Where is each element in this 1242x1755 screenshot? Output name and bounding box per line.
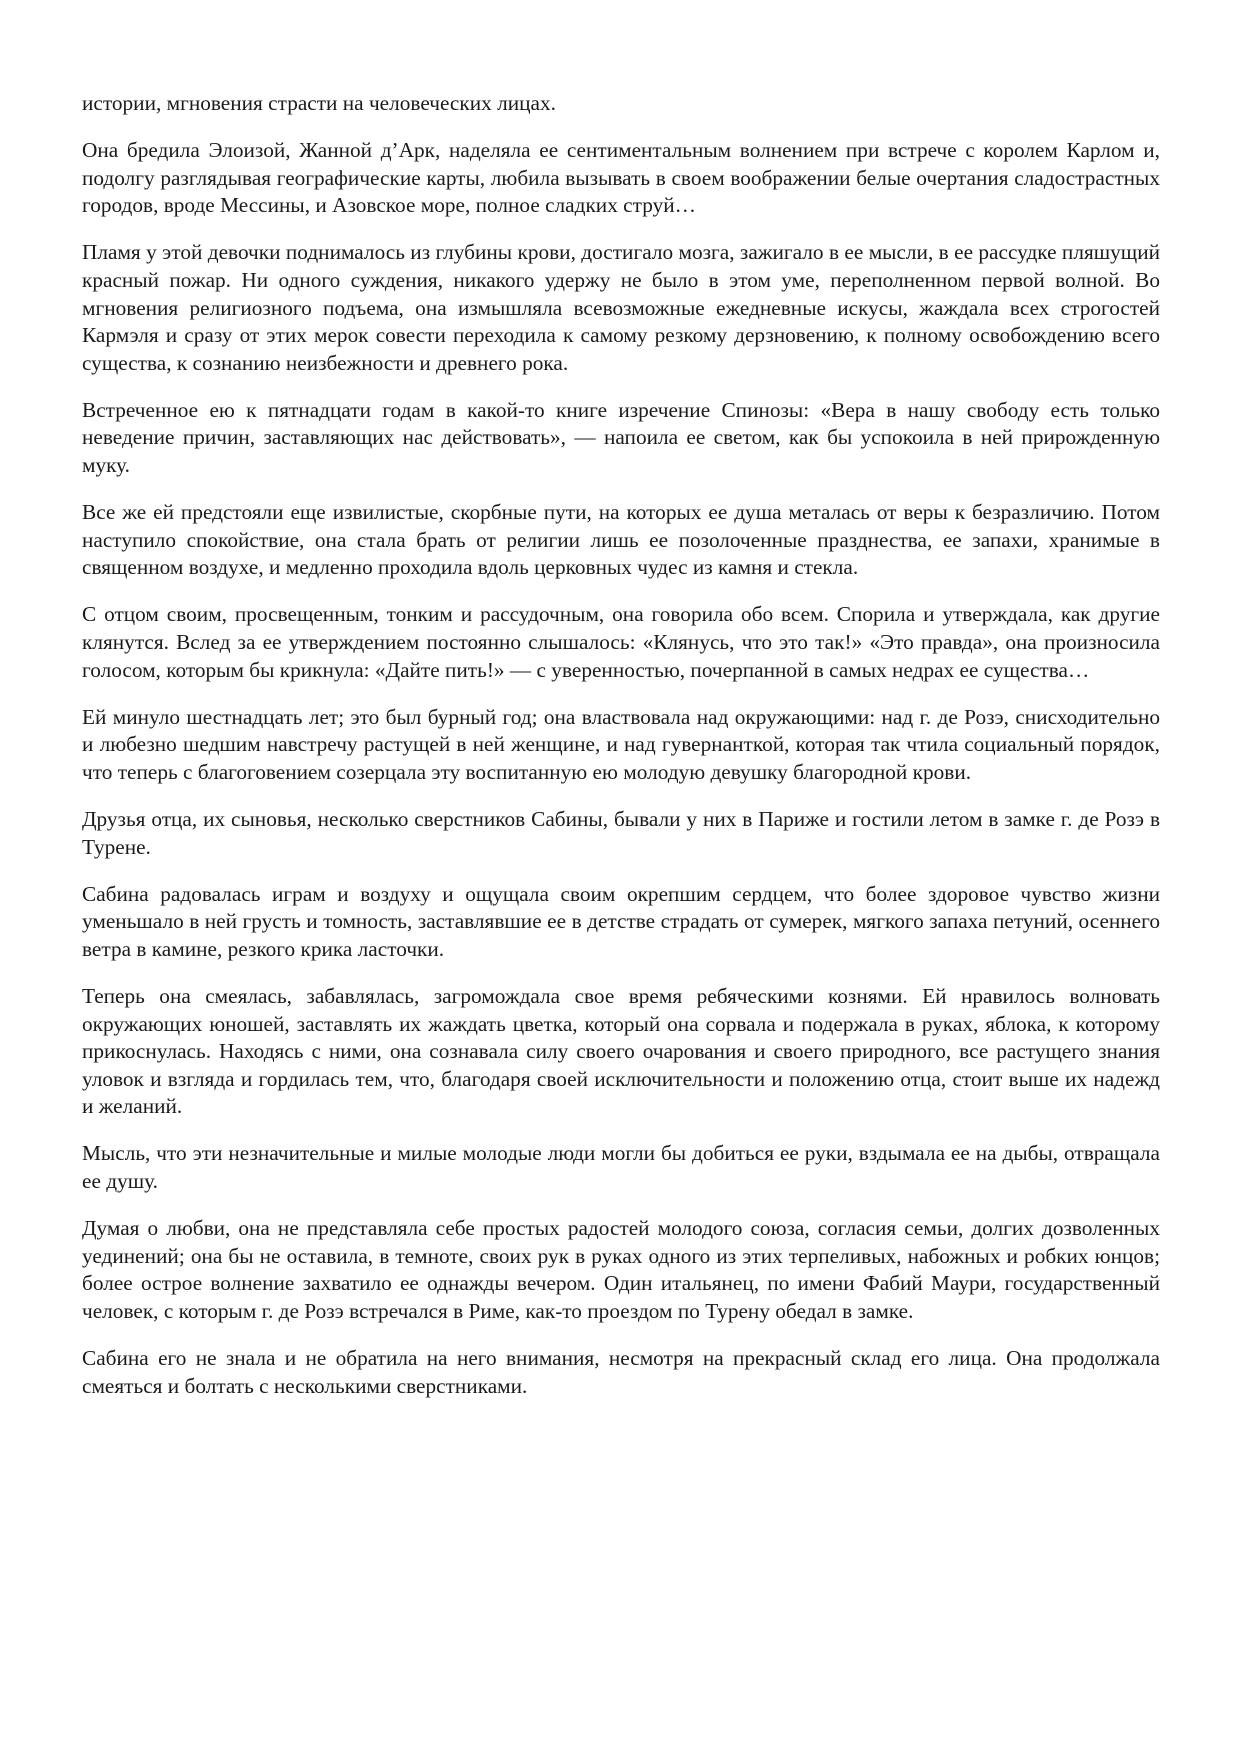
paragraph: С отцом своим, просвещенным, тонким и рассудочным, она говорила обо всем. Спорила и утверждала, как другие клянутся. Вслед за ее утверждением постоянно слышалось: «Клянусь, что это так!» «Это правда», она произносила голосом, которым бы крикнула: «Дайте пить!» — с уверенностью, почерпанной в самых недрах ее существа…: [82, 602, 1160, 682]
paragraph: Встреченное ею к пятнадцати годам в какой-то книге изречение Спинозы: «Вера в нашу свободу есть только неведение причин, заставляющих нас действовать», — напоила ее светом, как бы успокоила в ней прирожденную муку.: [82, 397, 1160, 478]
paragraph: Пламя у этой девочки поднималось из глубины крови, достигало мозга, зажигало в ее мысли, в ее рассудке пляшущий красный пожар. Ни одного суждения, никакого удержу не было в этом уме, переполненном первой волной. Во мгновения религиозного подъема, она измышляла всевозможные ежедневные искусы, жаждала всех строгостей Кармэля и сразу от этих мерок совести переходила к самому резкому дерзновению, к полному освобождению всего существа, к сознанию неизбежности и древнего рока.: [82, 240, 1160, 375]
paragraph: Сабина радовалась играм и воздуху и ощущала своим окрепшим сердцем, что более здоровое чувство жизни уменьшало в ней грусть и томность, заставлявшие ее в детстве страдать от сумерек, мягкого запаха петуний, осеннего ветра в камине, резкого крика ласточки.: [82, 881, 1160, 961]
paragraph: Сабина его не знала и не обратила на него внимания, несмотря на прекрасный склад его лица. Она продолжала смеяться и болтать с несколькими сверстниками.: [82, 1345, 1160, 1398]
paragraph: Мысль, что эти незначительные и милые молодые люди могли бы добиться ее руки, вздымала ее на дыбы, отвращала ее душу.: [82, 1141, 1160, 1193]
paragraph: истории, мгновения страсти на человеческих лицах.: [82, 91, 556, 115]
paragraph: Думая о любви, она не представляла себе простых радостей молодого союза, согласия семьи, долгих дозволенных уединений; она бы не оставила, в темноте, своих рук в руках одного из этих терпеливых, набожных и робких юнцов; более острое волнение захватило ее однажды вечером. Один итальянец, по имени Фабий Маури, государственный человек, с которым г. де Розэ встречался в Риме, как-то проездом по Турену обедал в замке.: [82, 1216, 1160, 1323]
paragraph: Ей минуло шестнадцать лет; это был бурный год; она властвовала над окружающими: над г. де Розэ, снисходительно и любезно шедшим навстречу растущей в ней женщине, и над гувернанткой, которая так чтила социальный порядок, что теперь с благоговением созерцала эту воспитанную ею молодую девушку благородной крови.: [82, 704, 1160, 784]
paragraph: Друзья отца, их сыновья, несколько сверстников Сабины, бывали у них в Париже и гостили летом в замке г. де Розэ в Турене.: [82, 806, 1160, 859]
document-page: [82, 90, 1160, 1420]
paragraph: Теперь она смеялась, забавлялась, загромождала свое время ребяческими кознями. Ей нравилось волновать окружающих юношей, заставлять их жаждать цветка, который она сорвала и подержала в руках, яблока, к которому прикоснулась. Находясь с ними, она сознавала силу своего очарования и своего природного, все растущего знания уловок и взгляда и гордилась тем, что, благодаря своей исключительности и положению отца, стоит выше их надежд и желаний.: [82, 983, 1160, 1119]
paragraph: Она бредила Элоизой, Жанной д’Арк, наделяла ее сентиментальным волнением при встрече с королем Карлом и, подолгу разглядывая географические карты, любила вызывать в своем воображении белые очертания сладострастных городов, вроде Мессины, и Азовское море, полное сладких струй…: [82, 138, 1160, 218]
paragraph: Все же ей предстояли еще извилистые, скорбные пути, на которых ее душа металась от веры к безразличию. Потом наступило спокойствие, она стала брать от религии лишь ее позолоченные празднества, ее запахи, хранимые в священном воздухе, и медленно проходила вдоль церковных чудес из камня и стекла.: [82, 500, 1160, 580]
